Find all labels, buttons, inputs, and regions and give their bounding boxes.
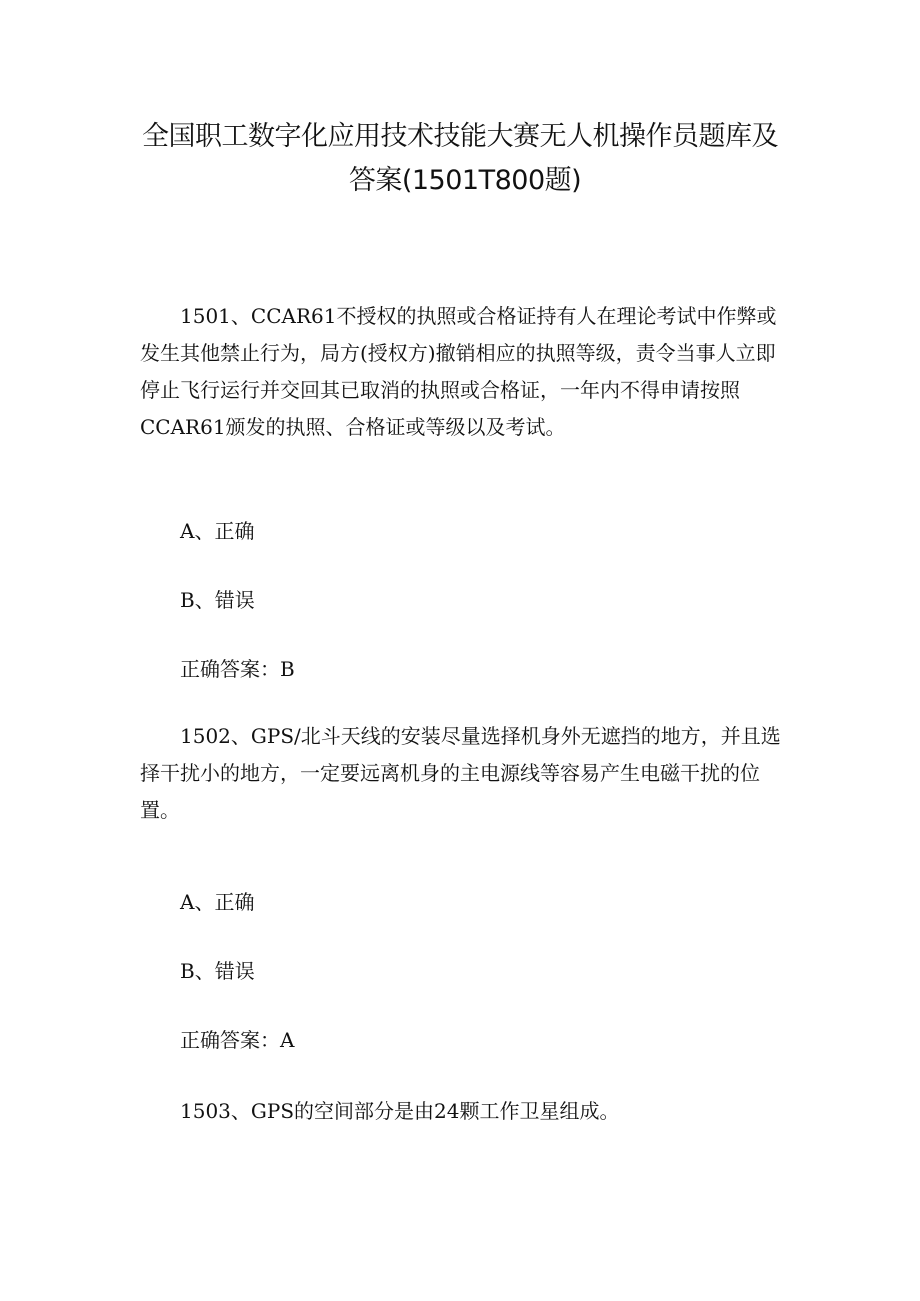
question-1502-option-a: A、正确: [180, 890, 255, 914]
document-title-line-2: 答案(1501T800题): [348, 165, 582, 196]
question-1501-option-a: A、正确: [180, 519, 255, 543]
question-1501-answer: 正确答案：B: [180, 657, 295, 681]
question-1502-option-b: B、错误: [180, 959, 255, 983]
question-1502-stem: 1502、GPS/北斗天线的安装尽量选择机身外无遮挡的地方，并且选择干扰小的地方，一定要远离机身的主电源线等容易产生电磁干扰的位置。: [140, 724, 781, 822]
question-1502-answer: 正确答案：A: [180, 1028, 295, 1052]
question-1501-stem: 1501、CCAR61不授权的执照或合格证持有人在理论考试中作弊或发生其他禁止行为，局方(授权方)撤销相应的执照等级，责令当事人立即停止飞行运行并交回其已取消的执照或合格证，一年内不得申请按照CCAR61颁发的执照、合格证或等级以及考试。: [140, 304, 777, 439]
question-1503-stem: 1503、GPS的空间部分是由24颗工作卫星组成。: [180, 1099, 620, 1123]
question-1501-option-b: B、错误: [180, 588, 255, 612]
document-title-line-1: 全国职工数字化应用技术技能大赛无人机操作员题库及: [142, 121, 778, 152]
